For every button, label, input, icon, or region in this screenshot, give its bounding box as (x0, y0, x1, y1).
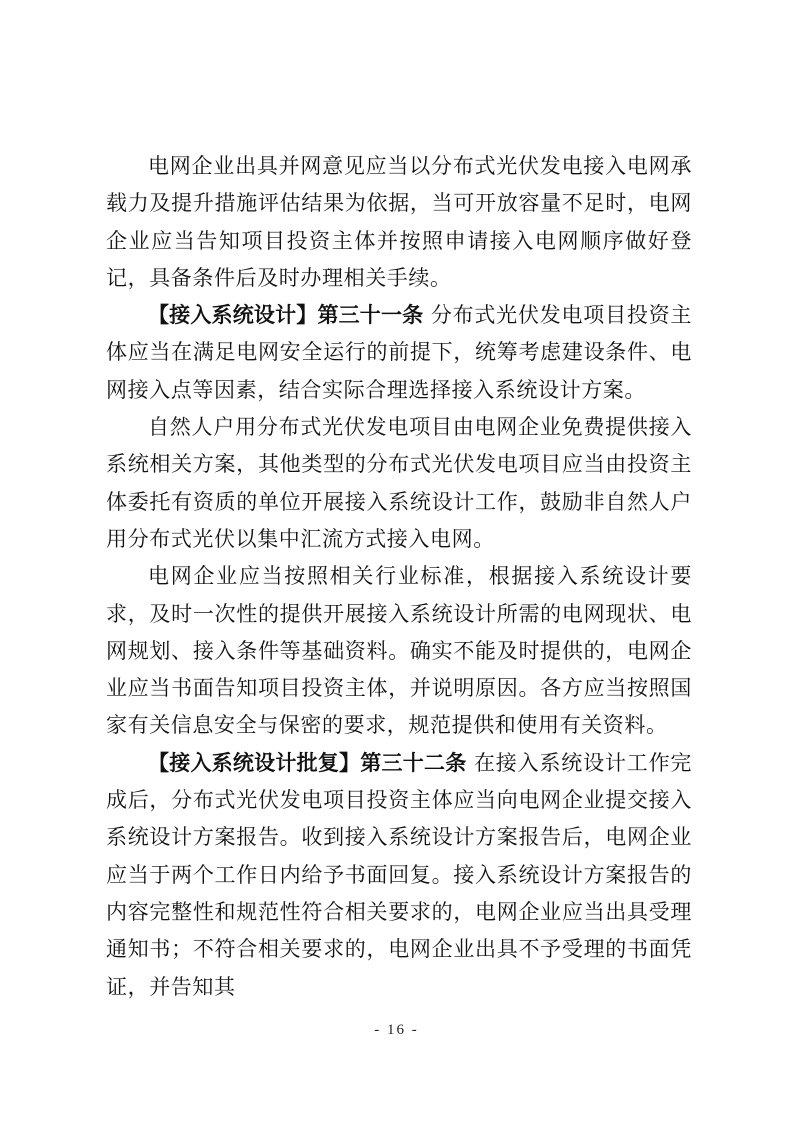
paragraph-text: 分布式光伏发电项目投资主体应当在满足电网安全运行的前提下，统筹考虑建设条件、电网接入点等因素，结合实际合理选择接入系统设计方案。 (106, 303, 693, 402)
paragraph-article-31 (106, 297, 692, 409)
paragraph-grid-data (106, 558, 692, 744)
paragraph-grid-opinion (106, 148, 692, 297)
document-body (106, 148, 692, 1006)
article-heading: 【接入系统设计】第三十一条 (148, 303, 424, 328)
paragraph-household-scheme (106, 409, 692, 558)
paragraph-text: 电网企业应当按照相关行业标准，根据接入系统设计要求，及时一次性的提供开展接入系统设计所需的电网现状、电网规划、接入条件等基础资料。确实不能及时提供的，电网企业应当书面告知项目投资主体，并说明原因。各方应当按照国家有关信息安全与保密的要求，规范提供和使用有关资料。 (106, 564, 692, 738)
paragraph-text: 电网企业出具并网意见应当以分布式光伏发电接入电网承载力及提升措施评估结果为依据，当可开放容量不足时，电网企业应当告知项目投资主体并按照申请接入电网顺序做好登记，具备条件后及时办理相关手续。 (106, 154, 692, 290)
paragraph-text: 自然人户用分布式光伏发电项目由电网企业免费提供接入系统相关方案，其他类型的分布式光伏发电项目应当由投资主体委托有资质的单位开展接入系统设计工作，鼓励非自然人户用分布式光伏以集中汇流方式接入电网。 (106, 415, 692, 551)
paragraph-text: 在接入系统设计工作完成后，分布式光伏发电项目投资主体应当向电网企业提交接入系统设计方案报告。收到接入系统设计方案报告后，电网企业应当于两个工作日内给予书面回复。接入系统设计方案报告的内容完整性和规范性符合相关要求的，电网企业应当出具受理通知书；不符合相关要求的，电网企业出具不予受理的书面凭证，并告知其 (106, 750, 693, 999)
page-number: - 16 - (374, 1022, 419, 1038)
article-heading: 【接入系统设计批复】第三十二条 (148, 750, 467, 775)
paragraph-article-32 (106, 745, 692, 1006)
